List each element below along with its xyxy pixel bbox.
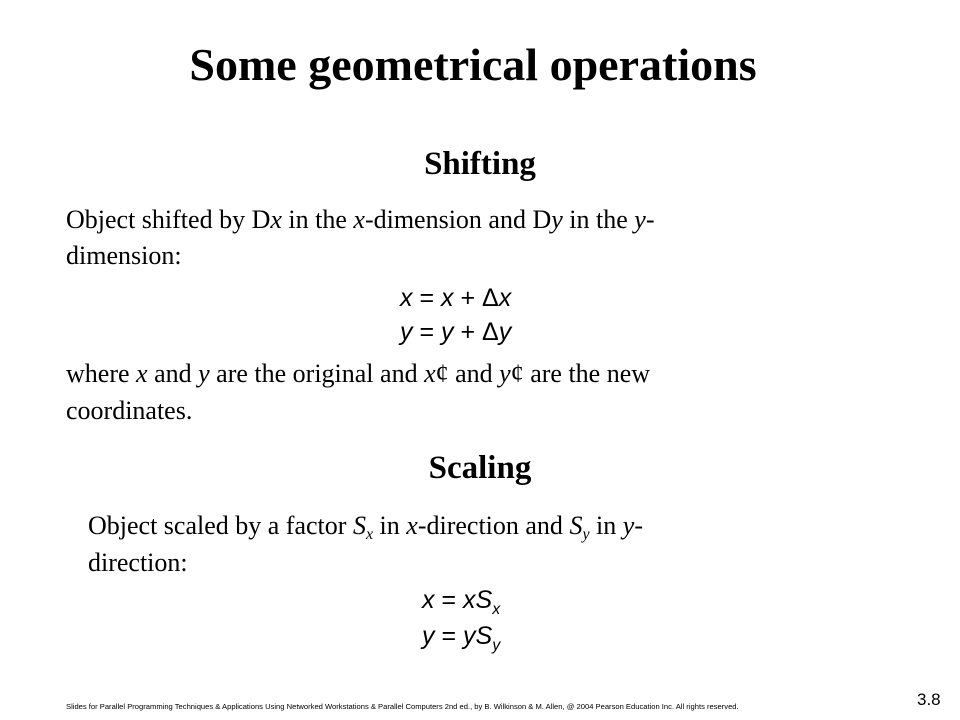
shift-equation-x: x = x + Δx: [400, 284, 512, 312]
footer-copyright: Slides for Parallel Programming Techniques & Applications Using Networked Workstations & Parallel Computers 2nd ed., by B. Wilkinson & M. Allen, @ 2004 Pearson Education Inc. All rights reserved.: [66, 702, 739, 711]
shifting-heading: Shifting: [424, 146, 536, 182]
shifting-explanation-line1: where x and y are the original and x¢ and y¢ are the new: [66, 359, 651, 388]
scale-equation-y: $y = yS_y$: [422, 622, 501, 654]
shifting-description-line2: dimension:: [66, 241, 182, 270]
shifting-description-line1: Object shifted by Dx in the x-dimension and Dy in the y-: [66, 205, 655, 234]
shift-equation-y: y = y + Δy: [400, 318, 512, 346]
scaling-description-line2: direction:: [88, 548, 188, 577]
scaling-heading: Scaling: [428, 450, 532, 486]
scale-equation-x: $x = xS_x$: [422, 586, 501, 618]
page-number: 3.8: [917, 690, 941, 709]
shifting-explanation-line2: coordinates.: [66, 396, 193, 425]
scaling-description-line1: Object scaled by a factor $S_x$ in x-direction and $S_y$ in y-: [88, 511, 643, 543]
page-title: Some geometrical operations: [189, 39, 757, 90]
